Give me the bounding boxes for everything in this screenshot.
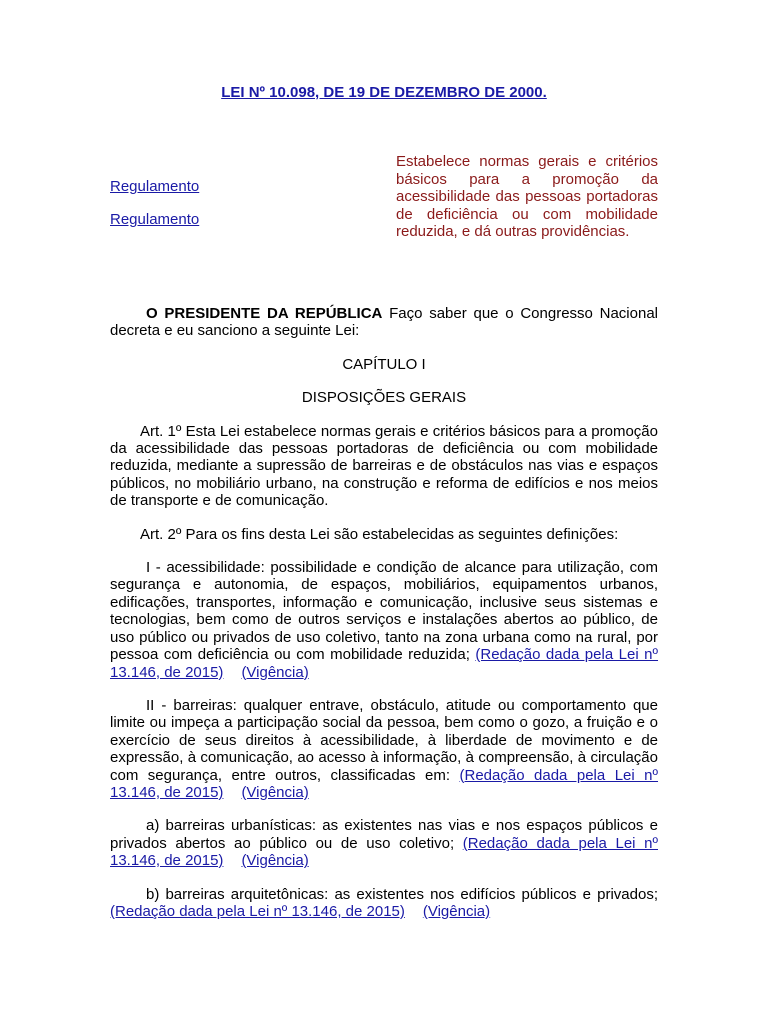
chapter-title: DISPOSIÇÕES GERAIS <box>301 389 467 407</box>
item-ii-redacao-link[interactable]: (Redação dada pela Lei nº 13.146, de 2015) <box>110 766 659 801</box>
article-1: Art. 1º Esta Lei estabelece normas gerais e critérios básicos para a promoção da acessibilidade das pessoas portadoras de deficiência ou com mobilidade reduzida, mediante a supressão de barreiras e de obstáculos nas vias e espaços públicos, no mobiliário urbano, na construção e reforma de edifícios e nos meios de transporte e de comunicação. <box>110 422 658 510</box>
preamble-lead: O PRESIDENTE DA REPÚBLICA <box>146 305 383 322</box>
preamble-text: Faço saber que o Congresso Nacional decreta e eu sanciono a seguinte Lei: <box>110 305 658 340</box>
item-i <box>110 559 658 681</box>
item-b <box>110 886 658 921</box>
regulamento-link-2-wrap <box>110 211 199 229</box>
chapter-heading: CAPÍTULO I <box>342 355 426 373</box>
item-a-vigencia-link[interactable]: (Vigência) <box>241 852 309 870</box>
article-2: Art. 2º Para os fins desta Lei são estabelecidas as seguintes definições: <box>140 525 619 543</box>
law-title[interactable] <box>110 84 658 102</box>
item-i-vigencia-link[interactable]: (Vigência) <box>241 663 309 681</box>
law-summary: Estabelece normas gerais e critérios básicos para a promoção da acessibilidade das pessoas portadoras de deficiência ou com mobilidade reduzida, e dá outras providências. <box>396 153 658 241</box>
item-ii <box>110 697 658 801</box>
item-a-redacao-link[interactable]: (Redação dada pela Lei nº 13.146, de 2015) <box>110 834 658 870</box>
law-body <box>110 305 658 920</box>
item-i-text: I - acessibilidade: possibilidade e condição de alcance para utilização, com segurança e autonomia, de espaços, mobiliários, equipamentos urbanos, edificações, transportes, informação e comunicação, inclusive seus sistemas e tecnologias, bem como de outros serviços e instalações abertos ao público, de uso público ou privados de uso coletivo, tanto na zona urbana como na rural, por pessoa com deficiência ou com mobilidade reduzida; <box>110 559 658 664</box>
item-i-redacao-link[interactable]: (Redação dada pela Lei nº 13.146, de 2015) <box>110 646 659 681</box>
item-ii-text: II - barreiras: qualquer entrave, obstáculo, atitude ou comportamento que limite ou impeça a participação social da pessoa, bem como o gozo, a fruição e o exercício de seus direitos à acessibilidade, à liberdade de movimento e de expressão, à comunicação, ao acesso à informação, à compreensão, à circulação com segurança, entre outros, classificadas em: <box>110 696 658 784</box>
law-title-link[interactable]: LEI Nº 10.098, DE 19 DE DEZEMBRO DE 2000. <box>221 84 547 101</box>
regulamento-link-1-wrap <box>110 178 199 196</box>
regulamento-link-2[interactable]: Regulamento <box>110 211 200 228</box>
item-b-redacao-link[interactable]: (Redação dada pela Lei nº 13.146, de 2015) <box>110 902 405 920</box>
item-a <box>110 817 658 869</box>
item-b-vigencia-link[interactable]: (Vigência) <box>422 902 491 920</box>
preamble <box>110 305 658 340</box>
item-b-text: b) barreiras arquitetônicas: as existentes nos edifícios públicos e privados; <box>146 885 658 903</box>
item-a-text: a) barreiras urbanísticas: as existentes nas vias e nos espaços públicos e privados abertos ao público ou de uso coletivo; <box>110 817 658 852</box>
item-ii-vigencia-link[interactable]: (Vigência) <box>241 783 309 801</box>
regulamento-link-1[interactable]: Regulamento <box>110 178 200 195</box>
